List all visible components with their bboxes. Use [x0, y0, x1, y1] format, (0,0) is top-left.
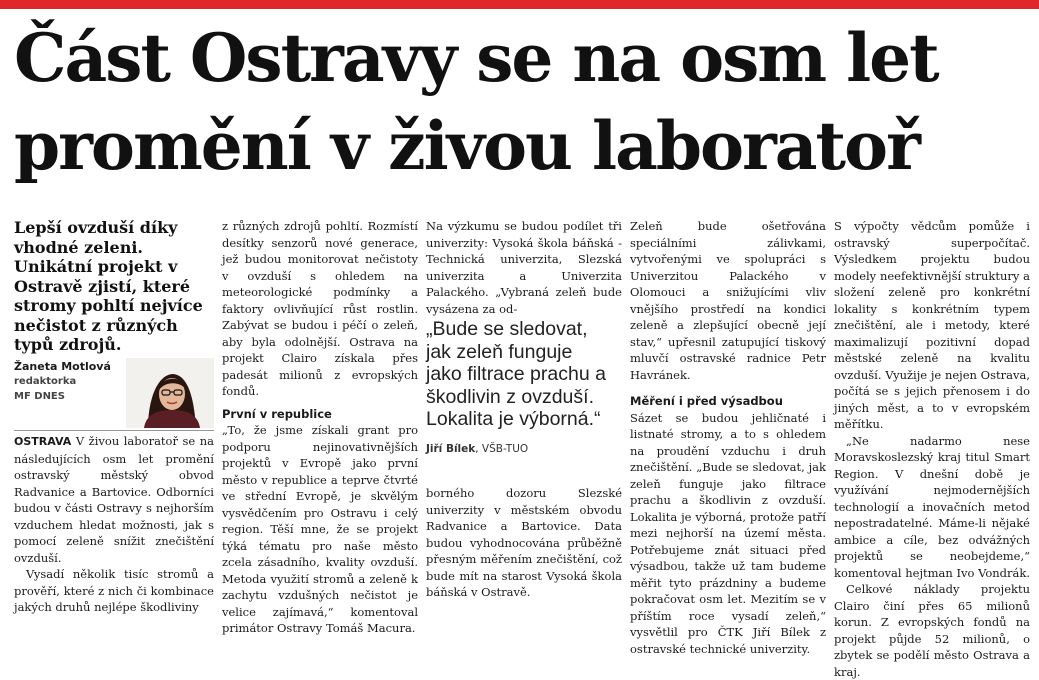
subheading-measurement: Měření i před výsadbou: [630, 394, 783, 408]
pull-quote-author-org: , VŠB-TUO: [475, 443, 529, 455]
article-column-4: [630, 218, 826, 657]
subheading-first-in-republic: První v republice: [222, 406, 332, 421]
article-column-3-bottom: [426, 485, 622, 601]
column-1-paragraph-1: V živou laboratoř se na následujících osm let promění ostravský městský obvod Radvanice a Bartovice. Odborníci budou v části Ostravy s nejhorším vzduchem hledat možnosti, jak s pomocí zeleně snížit znečištění ovzduší.: [14, 434, 214, 565]
column-4-paragraph-2: Sázet se budou jehličnaté i listnaté stromy, a to s ohledem na proudění vzduchu i druh znečištění. „Bude se sledovat, jak zeleň funguje jako filtrace prachu a škodlivin z ovzduší. Lokalita je výborná, protože patří mezi nejhorší na území města. Potřebujeme znát situaci před výsadbou, takže už tam budeme měřit tyto prázdniny a budeme pokračovat osm let. Mezitím se v příštím roce vysadí zeleň,“ vysvětlil pro ČTK Jiří Bílek z ostravské technické univerzity.: [630, 410, 826, 656]
top-accent-bar: [0, 0, 1039, 9]
column-3-paragraph-1: Na výzkumu se budou podílet tři univerzity: Vysoká škola báňská - Technická univerzita, Slezská univerzita a Univerzita Palackého. „Vybraná zeleň bude vysázena za od-: [426, 219, 622, 316]
page-title: [14, 14, 1029, 190]
column-5-paragraph-1: S výpočty vědcům pomůže i ostravský superpočítač. Výsledkem projektu budou modely neefektivnější struktury a složení zeleně pro konkrétní lokality s konkrétním typem znečištění, ale i metody, které maximalizují pozitivní dopad městské zeleně na kvalitu ovzduší. Využije je nejen Ostrava, počítá se s jejich přenosem i do jiných měst, a to v evropském měřítku.: [834, 219, 1030, 431]
column-1-paragraph-2: Vysadí několik tisíc stromů a prověří, které z nich či kombinace jakých druhů nejlépe škodliviny: [14, 567, 214, 614]
author-portrait-icon: [126, 358, 214, 428]
author-role: redaktorka: [14, 376, 77, 387]
column-2-paragraph-2: „To, že jsme získali grant pro podporu nejinovativnějších projektů v Evropě jako první město v republice a teprve čtvrté ve střední Evropě, je skvělým vysvědčením pro Ostravu i celý region. Těší mne, že se projekt týká tématu pro naše město zcela zásadního, kvality ovzduší. Metoda využití stromů a zeleně k zachytu vzdušných nečistot je velice zajímavá,“ komentoval primátor Ostravy Tomáš Macura.: [222, 423, 418, 635]
author-portrait-svg: [126, 358, 214, 428]
article-column-3-top: [426, 218, 622, 317]
column-2-paragraph-1: z různých zdrojů pohltí. Rozmístí desítky senzorů nové generace, jež budou monitorovat nečistoty v ovzduší s ohledem na meteorologické podmínky a faktory ovlivňující růst rostlin. Zabývat se budou i péčí o zeleň, aby byla odolnější. Ostrava na projekt Clairo získala přes padesát milionů z evropských fondů.: [222, 219, 418, 398]
column-4-paragraph-1: Zeleň bude ošetřována speciálními zálivkami, vytvořenými ve spolupráci s Univerzitou Palackého v Olomouci a snižujícími vliv vnějšího prostředí na kondici zeleně a zlepšující obecně její stav,“ upřesnil zatupující tiskový mluvčí ostravské radnice Petr Havránek.: [630, 219, 826, 382]
author-outlet: MF DNES: [14, 391, 65, 402]
author-block: [14, 360, 214, 426]
dateline: OSTRAVA: [14, 435, 72, 448]
article-lead: Lepší ovzduší díky vhodné zeleni. Unikátní projekt v Ostravě zjistí, které stromy pohltí nejvíce nečistot z různých typů zdrojů.: [14, 218, 203, 354]
headline-line-1: Část Ostravy se na osm let: [14, 19, 938, 97]
author-divider: [14, 430, 214, 431]
pull-quote: „Bude se sledovat, jak zeleň funguje jako filtrace prachu a škodlivin z ovzduší. Lokalita je výborná.“: [426, 318, 606, 430]
column-5-paragraph-3: Celkové náklady projektu Clairo činí přes 65 milionů korun. Z evropských fondů na projekt půjde 52 milionů, o zbytek se podělí město Ostrava a kraj.: [834, 582, 1030, 679]
column-5-paragraph-2: „Ne nadarmo nese Moravskoslezský kraj titul Smart Region. V dnešní době je využívání nejmodernějších technologií a inovačních metod nepostradatelné. Máme-li nějaké ambice a cíle, bez odvážných projektů se neobejdeme,“ komentoval hejtman Ivo Vondrák.: [834, 433, 1030, 580]
article-column-5: [834, 218, 1030, 680]
pull-quote-author-name: Jiří Bílek: [426, 443, 476, 455]
author-name: Žaneta Motlová: [14, 360, 111, 373]
pull-quote-author: [426, 443, 528, 455]
article-column-1: [14, 433, 214, 616]
headline-line-2: promění v živou laboratoř: [14, 107, 919, 185]
article-column-2: [222, 218, 418, 637]
column-3-paragraph-2: borného dozoru Slezské univerzity v městském obvodu Radvanice a Bartovice. Data budou vyhodnocována průběžně přesným měřením znečištění, což bude mít na starost Vysoká škola báňská v Ostravě.: [426, 486, 622, 599]
